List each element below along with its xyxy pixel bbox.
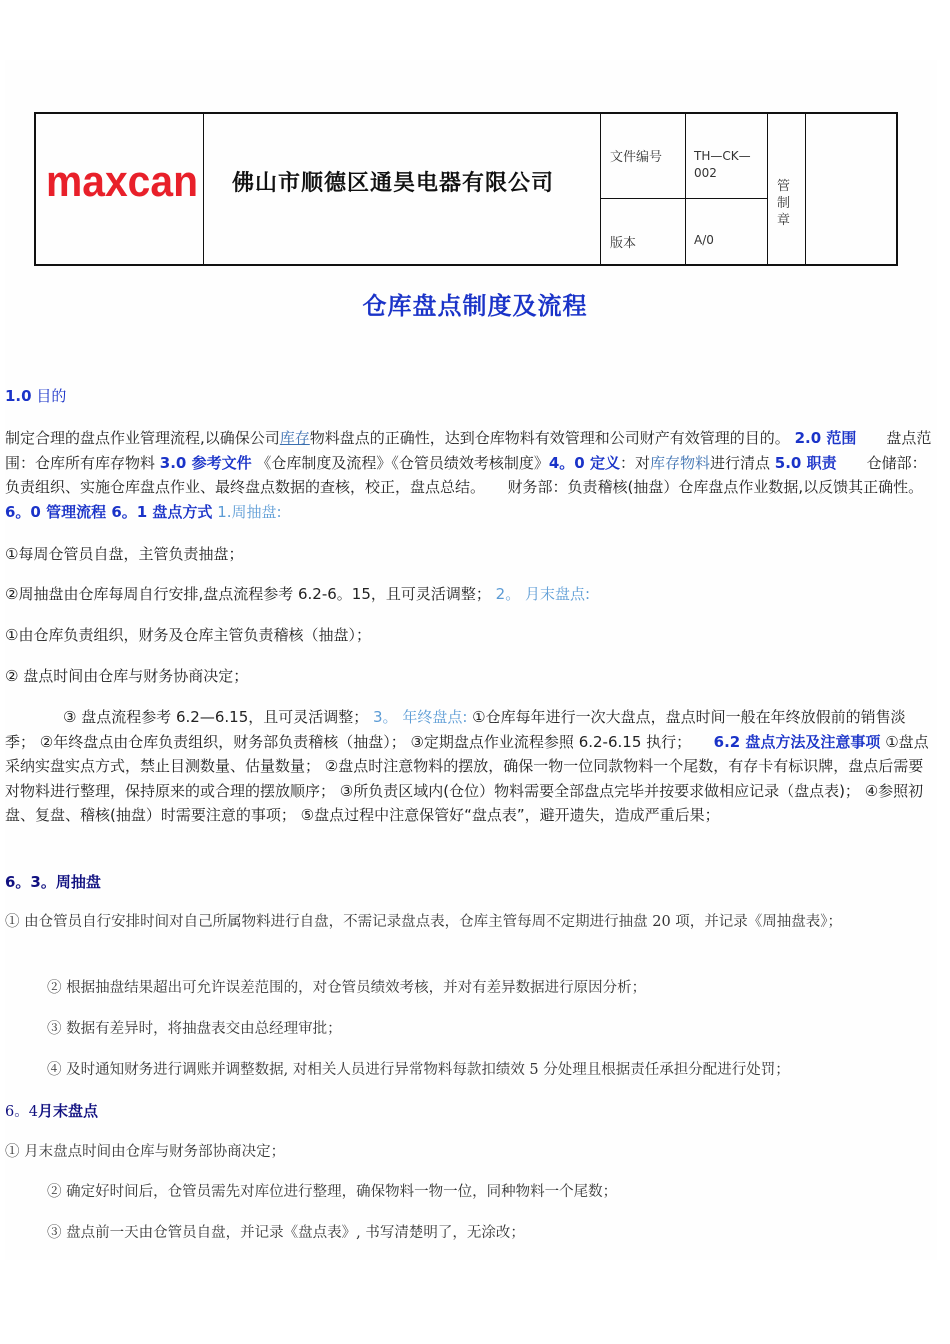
link-inventory[interactable]: 库存	[279, 429, 310, 447]
document-title: 仓库盘点制度及流程	[362, 291, 588, 320]
section-heading-monthly-check: 6。4月末盘点	[5, 1102, 98, 1120]
company-logo	[46, 158, 201, 204]
document-header-table	[34, 112, 898, 266]
paragraph-monthly-check-2: ② 确定好时间后，仓管员需先对库位进行整理，确保物料一物一位，同种物料一个尾数；	[47, 1184, 618, 1200]
doc-number-value: TH—CK—002	[694, 149, 751, 180]
paragraph-weekly-1: ①每周仓管员自盘，主管负责抽盘；	[5, 545, 244, 563]
section-heading-weekly-check: 6。3。周抽盘	[5, 873, 101, 891]
paragraph-weekly-2: ②周抽盘由仓库每周自行安排,盘点流程参考 6.2-6。15，且可灵活调整； 2。 月末盘点:	[5, 585, 591, 603]
paragraph-weekly-check-1: ① 由仓管员自行安排时间对自己所属物料进行自盘，不需记录盘点表，仓库主管每周不定期进行抽盘 20 项，并记录《周抽盘表》；	[5, 914, 843, 930]
paragraph-monthly-2: ② 盘点时间由仓库与财务协商决定；	[5, 667, 249, 685]
control-seal-label: 管制章	[777, 179, 791, 228]
paragraph-monthly-check-1: ① 月末盘点时间由仓库与财务部协商决定；	[5, 1144, 286, 1160]
svg-text:maxcan: maxcan	[46, 158, 198, 204]
paragraph-monthly-check-3: ③ 盘点前一天由仓管员自盘，并记录《盘点表》, 书写清楚明了，无涂改；	[47, 1225, 525, 1241]
company-name: 佛山市顺德区通昊电器有限公司	[232, 170, 555, 196]
version-label: 版本	[610, 236, 637, 251]
paragraph-weekly-check-3: ③ 数据有差异时，将抽盘表交由总经理审批；	[47, 1021, 342, 1037]
section-heading-purpose: 1.0 目的	[5, 387, 67, 405]
paragraph-monthly-1: ①由仓库负责组织，财务及仓库主管负责稽核（抽盘）；	[5, 626, 371, 644]
paragraph-main: 制定合理的盘点作业管理流程,以确保公司库存物料盘点的正确性，达到仓库物料有效管理和公司财产有效管理的目的。 2.0 范围 盘点范围：仓库所有库存物料 3.0 参考文件 《仓库制度及流程》《仓管员绩效考核制度》4。0 定义：对库存物料进行清点 5.0 职责 仓储部：负责组织、实施仓库盘点作业、最终盘点数据的查核，校正，盘点总结。 财务部：负责稽核(抽盘）仓库盘点作业数据,以反馈其正确性。 6。0 管理流程 6。1 盘点方式 1.周抽盘:	[5, 429, 932, 521]
paragraph-yearly: ③ 盘点流程参考 6.2—6.15，且可灵活调整； 3。 年终盘点: ①仓库每年进行一次大盘点，盘点时间一般在年终放假前的销售淡季； ②年终盘点由仓库负责组织，财务部负责稽核（抽盘）； ③定期盘点作业流程参照 6.2-6.15 执行； 6.2 盘点方法及注意事项 ①盘点采纳实盘实点方式，禁止目测数量、估量数量； ②盘点时注意物料的摆放，确保一物一位同款物料一个尾数，有存卡有标识牌，盘点后需要对物料进行整理，保持原来的或合理的摆放顺序； ③所负责区域内(仓位）物料需要全部盘点完毕并按要求做相应记录（盘点表)； ④参照初盘、复盘、稽核(抽盘）时需要注意的事项； ⑤盘点过程中注意保管好“盘点表”，避开遗失，造成严重后果；	[5, 708, 929, 824]
paragraph-weekly-check-2: ② 根据抽盘结果超出可允许误差范围的，对仓管员绩效考核，并对有差异数据进行原因分析；	[47, 980, 647, 996]
link-inventory-items[interactable]: 库存物料	[649, 453, 710, 472]
paragraph-weekly-check-4: ④ 及时通知财务进行调账并调整数据, 对相关人员进行异常物料每款扣绩效 5 分处理且根据责任承担分配进行处罚；	[47, 1062, 790, 1078]
version-value: A/0	[694, 233, 714, 247]
doc-number-label: 文件编号	[610, 150, 663, 165]
